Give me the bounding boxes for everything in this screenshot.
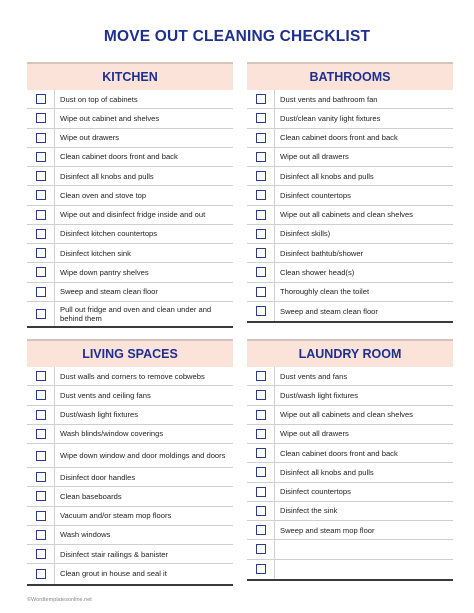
checkbox[interactable] — [256, 152, 266, 162]
checklist-item-label: Clean oven and stove top — [60, 190, 147, 200]
checkbox-cell — [247, 206, 275, 224]
checklist-row — [247, 463, 453, 482]
checkbox-cell — [27, 90, 55, 108]
checkbox-cell — [27, 109, 55, 127]
checkbox[interactable] — [256, 287, 266, 297]
checklist-row — [27, 186, 233, 205]
checkbox[interactable] — [36, 287, 46, 297]
checkbox-cell — [27, 186, 55, 204]
checkbox-cell — [27, 302, 55, 326]
checklist-item-label: Wipe out all cabinets and clean shelves — [280, 410, 413, 420]
checklist-row — [27, 109, 233, 128]
checklist-item-label: Pull out fridge and oven and clean under and behind them — [60, 304, 212, 323]
checkbox-cell — [27, 367, 55, 385]
checkbox[interactable] — [256, 229, 266, 239]
checkbox-cell — [247, 109, 275, 127]
checkbox[interactable] — [36, 210, 46, 220]
checklist-item-label: Disinfect bathtub/shower — [280, 248, 364, 258]
checklist-item-label: Dust vents and fans — [280, 371, 348, 381]
checklist-row — [27, 244, 233, 263]
checklist-row — [27, 283, 233, 302]
checkbox[interactable] — [36, 390, 46, 400]
checklist — [27, 367, 233, 586]
checkbox[interactable] — [256, 390, 266, 400]
checklist-item-label: Thoroughly clean the toilet — [280, 287, 370, 297]
checkbox[interactable] — [36, 133, 46, 143]
checklist-row — [247, 406, 453, 425]
checkbox-cell — [27, 468, 55, 486]
checklist-row — [247, 283, 453, 302]
checklist-item-label: Wipe out cabinet and shelves — [60, 113, 160, 123]
checkbox-cell — [27, 507, 55, 525]
page-title: MOVE OUT CLEANING CHECKLIST — [103, 28, 371, 45]
checklist-item-label: Clean cabinet doors front and back — [280, 133, 398, 143]
footer-credit: ©Wordtemplatesonline.net — [27, 597, 92, 603]
checkbox-cell — [27, 148, 55, 166]
checkbox[interactable] — [256, 133, 266, 143]
checkbox-cell — [27, 167, 55, 185]
checkbox[interactable] — [256, 525, 266, 535]
checkbox-cell — [247, 186, 275, 204]
checklist-row — [247, 540, 453, 559]
checklist-item-label: Wipe down pantry shelves — [60, 267, 149, 277]
checklist-item-label: Dust walls and corners to remove cobwebs — [60, 371, 205, 381]
checkbox-cell — [27, 526, 55, 544]
checkbox-cell — [27, 263, 55, 281]
checkbox[interactable] — [36, 309, 46, 319]
checkbox-cell — [247, 425, 275, 443]
checklist-row — [27, 129, 233, 148]
checklist-row — [27, 225, 233, 244]
section-heading: LIVING SPACES — [27, 339, 233, 367]
checklist-item-label: Disinfect the sink — [280, 506, 338, 516]
checkbox[interactable] — [36, 410, 46, 420]
checklist-item-label: Wash windows — [60, 530, 111, 540]
checklist-row — [27, 507, 233, 526]
checkbox[interactable] — [256, 564, 266, 574]
checkbox-cell — [247, 225, 275, 243]
checkbox-cell — [27, 487, 55, 505]
checkbox[interactable] — [36, 549, 46, 559]
checkbox-cell — [247, 463, 275, 481]
checklist-row — [247, 263, 453, 282]
checkbox-cell — [247, 302, 275, 321]
checkbox[interactable] — [36, 451, 46, 461]
checkbox-cell — [247, 129, 275, 147]
checkbox[interactable] — [36, 371, 46, 381]
checkbox-cell — [247, 283, 275, 301]
checklist-item-label: Disinfect all knobs and pulls — [280, 171, 374, 181]
checklist-row — [247, 367, 453, 386]
checklist-row — [27, 263, 233, 282]
checkbox[interactable] — [36, 491, 46, 501]
checkbox-cell — [247, 502, 275, 520]
checkbox[interactable] — [256, 171, 266, 181]
checklist-item-label: Sweep and steam clean floor — [280, 306, 378, 316]
section-living-spaces — [27, 339, 233, 586]
checkbox-cell — [27, 206, 55, 224]
checklist-row — [27, 206, 233, 225]
checkbox[interactable] — [256, 371, 266, 381]
checkbox[interactable] — [36, 530, 46, 540]
checkbox[interactable] — [36, 113, 46, 123]
checklist-row — [27, 90, 233, 109]
checkbox[interactable] — [36, 429, 46, 439]
checkbox-cell — [247, 263, 275, 281]
checkbox[interactable] — [256, 506, 266, 516]
checkbox[interactable] — [256, 544, 266, 554]
checklist-item-label: Disinfect countertops — [280, 190, 351, 200]
section-laundry-room — [247, 339, 453, 581]
checkbox-cell — [27, 564, 55, 583]
checkbox[interactable] — [36, 511, 46, 521]
checklist-item-label: Clean cabinet doors front and back — [280, 448, 398, 458]
checkbox-cell — [247, 444, 275, 462]
section-bathrooms — [247, 62, 453, 323]
checklist — [27, 90, 233, 328]
checklist-item-label: Disinfect kitchen sink — [60, 248, 131, 258]
checkbox-cell — [27, 444, 55, 467]
checklist-row — [247, 386, 453, 405]
checklist-row — [247, 302, 453, 321]
checklist-item-label: Disinfect skills) — [280, 229, 331, 239]
checklist-row — [247, 167, 453, 186]
checkbox-cell — [247, 386, 275, 404]
checkbox[interactable] — [256, 267, 266, 277]
checkbox[interactable] — [256, 248, 266, 258]
checklist-row — [27, 167, 233, 186]
checkbox-cell — [247, 367, 275, 385]
checklist-item-label: Vacuum and/or steam mop floors — [60, 511, 172, 521]
checkbox-cell — [247, 540, 275, 558]
checkbox-cell — [247, 167, 275, 185]
checkbox[interactable] — [256, 94, 266, 104]
checklist-row — [247, 560, 453, 579]
checkbox[interactable] — [256, 190, 266, 200]
checklist-row — [27, 406, 233, 425]
checkbox-cell — [247, 521, 275, 539]
checklist-row — [27, 487, 233, 506]
checklist-row — [247, 129, 453, 148]
checkbox[interactable] — [36, 94, 46, 104]
checklist-item-label: Clean grout in house and seal it — [60, 569, 167, 579]
checklist-item-label: Wipe down window and door moldings and doors — [60, 451, 226, 460]
checkbox[interactable] — [256, 467, 266, 477]
section-heading: KITCHEN — [27, 62, 233, 90]
checkbox[interactable] — [36, 248, 46, 258]
checkbox-cell — [27, 283, 55, 301]
checklist-row — [247, 425, 453, 444]
checklist-item-label: Clean cabinet doors front and back — [60, 152, 178, 162]
checkbox[interactable] — [36, 472, 46, 482]
checklist-row — [247, 186, 453, 205]
checkbox[interactable] — [256, 113, 266, 123]
checkbox-cell — [247, 560, 275, 579]
checklist-item-label: Wash blinds/window coverings — [60, 429, 164, 439]
checkbox[interactable] — [36, 171, 46, 181]
checkbox-cell — [27, 386, 55, 404]
checklist-row — [247, 521, 453, 540]
checkbox-cell — [27, 129, 55, 147]
checkbox-cell — [247, 244, 275, 262]
checkbox-cell — [247, 406, 275, 424]
checklist-row — [247, 225, 453, 244]
checkbox[interactable] — [36, 190, 46, 200]
section-heading: LAUNDRY ROOM — [247, 339, 453, 367]
checklist-row — [27, 425, 233, 444]
checklist — [247, 90, 453, 323]
checkbox[interactable] — [256, 410, 266, 420]
checklist-row — [27, 526, 233, 545]
checkbox-cell — [247, 148, 275, 166]
checkbox[interactable] — [256, 487, 266, 497]
checkbox[interactable] — [256, 210, 266, 220]
checkbox-cell — [247, 483, 275, 501]
checklist-item-label: Disinfect door handles — [60, 472, 136, 482]
checklist-row — [27, 564, 233, 583]
checklist-row — [27, 302, 233, 326]
checkbox[interactable] — [36, 152, 46, 162]
checkbox-cell — [27, 545, 55, 563]
checklist-item-label: Disinfect kitchen countertops — [60, 229, 158, 239]
checkbox[interactable] — [256, 429, 266, 439]
checklist-item-label: Dust on top of cabinets — [60, 94, 138, 104]
checklist — [247, 367, 453, 581]
checklist-item-label: Dust/wash light fixtures — [60, 410, 139, 420]
checklist-item-label: Dust/wash light fixtures — [280, 390, 359, 400]
checklist-row — [247, 206, 453, 225]
checklist-row — [27, 148, 233, 167]
checklist-item-label: Clean shower head(s) — [280, 267, 355, 277]
checklist-item-label: Dust vents and ceiling fans — [60, 390, 151, 400]
checklist-item-label: Wipe out all cabinets and clean shelves — [280, 210, 413, 220]
checklist-item-label: Disinfect countertops — [280, 487, 351, 497]
checklist-item-label: Sweep and steam mop floor — [280, 525, 375, 535]
checkbox[interactable] — [36, 267, 46, 277]
checklist-row — [27, 545, 233, 564]
checklist-item-label: Wipe out drawers — [60, 133, 120, 143]
section-heading: BATHROOMS — [247, 62, 453, 90]
checkbox-cell — [27, 406, 55, 424]
checklist-row — [247, 244, 453, 263]
checkbox-cell — [27, 244, 55, 262]
checklist-row — [27, 468, 233, 487]
checkbox[interactable] — [256, 306, 266, 316]
checklist-row — [27, 367, 233, 386]
checklist-row — [27, 444, 233, 468]
checkbox[interactable] — [36, 569, 46, 579]
checklist-item-label: Clean baseboards — [60, 491, 122, 501]
checkbox-cell — [27, 425, 55, 443]
checklist-row — [247, 148, 453, 167]
checkbox[interactable] — [256, 448, 266, 458]
checkbox-cell — [27, 225, 55, 243]
section-kitchen — [27, 62, 233, 328]
checklist-row — [247, 483, 453, 502]
checklist-item-label: Disinfect stair railings & banister — [60, 549, 169, 559]
checklist-row — [247, 444, 453, 463]
checklist-item-label: Wipe out all drawers — [280, 152, 349, 162]
checklist-item-label: Disinfect all knobs and pulls — [280, 467, 374, 477]
checklist-item-label: Dust vents and bathroom fan — [280, 94, 378, 104]
checklist-row — [27, 386, 233, 405]
checklist-item-label: Disinfect all knobs and pulls — [60, 171, 154, 181]
checklist-row — [247, 502, 453, 521]
checkbox[interactable] — [36, 229, 46, 239]
checklist-row — [247, 90, 453, 109]
checklist-item-label: Dust/clean vanity light fixtures — [280, 113, 381, 123]
checklist-row — [247, 109, 453, 128]
checklist-item-label: Sweep and steam clean floor — [60, 287, 158, 297]
checklist-item-label: Wipe out all drawers — [280, 429, 349, 439]
checklist-item-label: Wipe out and disinfect fridge inside and out — [60, 210, 206, 220]
checkbox-cell — [247, 90, 275, 108]
